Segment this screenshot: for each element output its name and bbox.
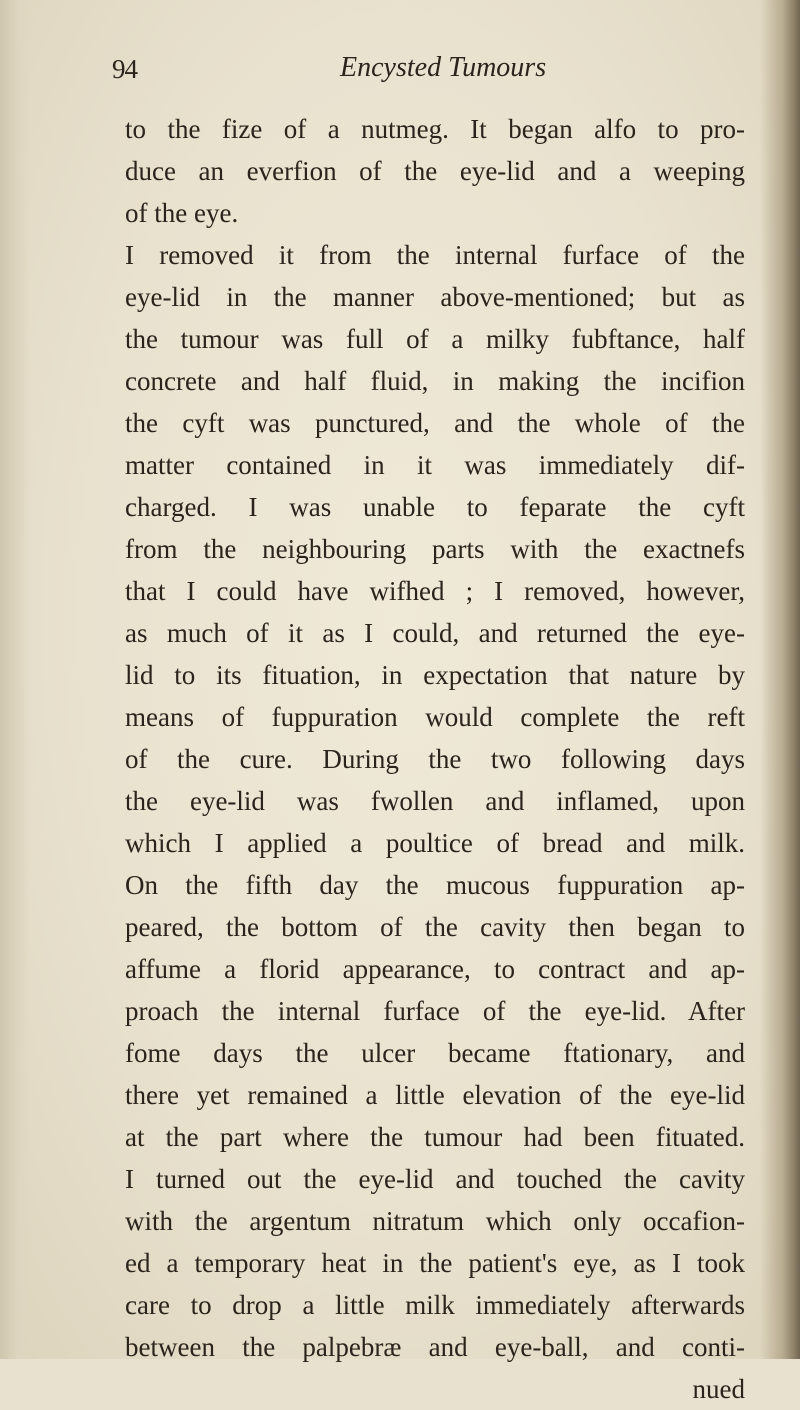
text-line: fome days the ulcer became ftationary, and [125,1038,745,1068]
text-line: charged. I was unable to feparate the cyft [125,492,745,522]
text-line: On the fifth day the mucous fuppuration ap- [125,870,745,900]
page-number: 94 [112,54,137,84]
text-line: lid to its fituation, in expectation that nature by [125,660,745,690]
text-line: matter contained in it was immediately dif- [125,450,745,480]
text-line: the tumour was full of a milky fubftance, half [125,324,745,354]
text-line: eye-lid in the manner above-mentioned; but as [125,282,745,312]
text-line: as much of it as I could, and returned the eye- [125,618,745,648]
text-line: care to drop a little milk immediately afterwards [125,1290,745,1320]
page-gutter-shadow [0,0,30,1359]
text-line: that I could have wifhed ; I removed, however, [125,576,745,606]
text-line: proach the internal furface of the eye-lid. After [125,996,745,1026]
catchword: nued [692,1374,745,1404]
text-line: from the neighbouring parts with the exactnefs [125,534,745,564]
body-text [125,108,745,1410]
text-line: to the fize of a nutmeg. It began alfo to pro- [125,114,745,144]
running-title: Encysted Tumours [340,52,547,83]
text-line: concrete and half fluid, in making the incifion [125,366,745,396]
text-line: peared, the bottom of the cavity then began to [125,912,745,942]
text-line: at the part where the tumour had been fituated. [125,1122,745,1152]
text-line: of the cure. During the two following days [125,744,745,774]
text-line: between the palpebræ and eye-ball, and conti- [125,1332,745,1362]
text-line: which I applied a poultice of bread and milk. [125,828,745,858]
text-line: duce an everfion of the eye-lid and a weeping [125,156,745,186]
text-line: the cyft was punctured, and the whole of the [125,408,745,438]
text-line: I turned out the eye-lid and touched the cavity [125,1164,745,1194]
page-edge-shadow [760,0,800,1359]
text-line: I removed it from the internal furface of the [125,240,745,270]
text-line: there yet remained a little elevation of the eye-lid [125,1080,745,1110]
text-line: means of fuppuration would complete the reft [125,702,745,732]
text-line: of the eye. [125,198,239,228]
running-head [112,52,692,92]
text-line: affume a florid appearance, to contract and ap- [125,954,745,984]
text-line: with the argentum nitratum which only occafion- [125,1206,745,1236]
text-line: the eye-lid was fwollen and inflamed, upon [125,786,745,816]
text-line: ed a temporary heat in the patient's eye, as I took [125,1248,745,1278]
